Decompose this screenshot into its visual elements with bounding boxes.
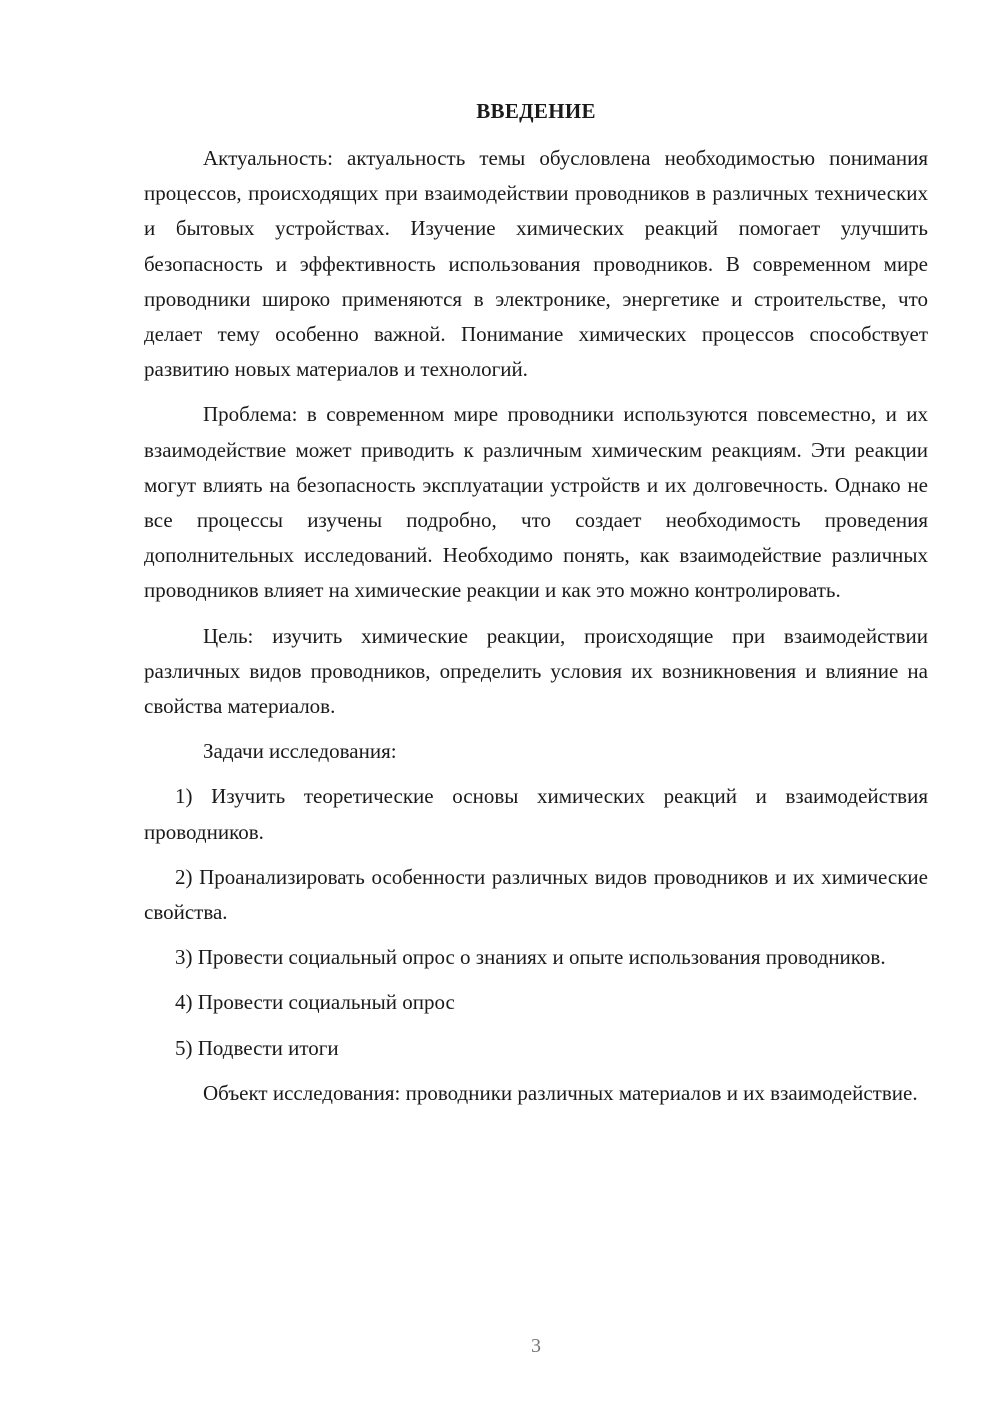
page-content xyxy=(144,96,928,1111)
paragraph-goal: Цель: изучить химические реакции, происходящие при взаимодействии различных видов проводников, определить условия их возникновения и влияние на свойства материалов. xyxy=(144,623,928,719)
paragraph-problem: Проблема: в современном мире проводники используются повсеместно, и их взаимодействие может приводить к различным химическим реакциям. Эти реакции могут влиять на безопасность эксплуатации устройств и их долговечность. Однако не все процессы изучены подробно, что создает необходимость проведения дополнительных исследований. Необходимо понять, как взаимодействие различных проводников влияет на химические реакции и как это можно контролировать. xyxy=(144,402,928,603)
task-item-4: 4) Провести социальный опрос xyxy=(175,990,455,1015)
section-heading: ВВЕДЕНИЕ xyxy=(476,99,596,123)
task-item-2: 2) Проанализировать особенности различных видов проводников и их химические свойства. xyxy=(144,864,928,925)
task-item-1: 1) Изучить теоретические основы химических реакций и взаимодействия проводников. xyxy=(144,784,928,844)
task-item-3: 3) Провести социальный опрос о знаниях и опыте использования проводников. xyxy=(175,945,886,970)
paragraph-relevance: Актуальность: актуальность темы обусловлена необходимостью понимания процессов, происходящих при взаимодействии проводников в различных технических и бытовых устройствах. Изучение химических реакций помогает улучшить безопасность и эффективность использования проводников. В современном мире проводники широко применяются в электронике, энергетике и строительстве, что делает тему особенно важной. Понимание химических процессов способствует развитию новых материалов и технологий. xyxy=(144,146,928,382)
paragraph-tasks-intro: Задачи исследования: xyxy=(203,739,397,764)
page-number: 3 xyxy=(531,1335,541,1357)
paragraph-object: Объект исследования: проводники различных материалов и их взаимодействие. xyxy=(203,1080,918,1105)
task-item-5: 5) Подвести итоги xyxy=(175,1035,339,1060)
